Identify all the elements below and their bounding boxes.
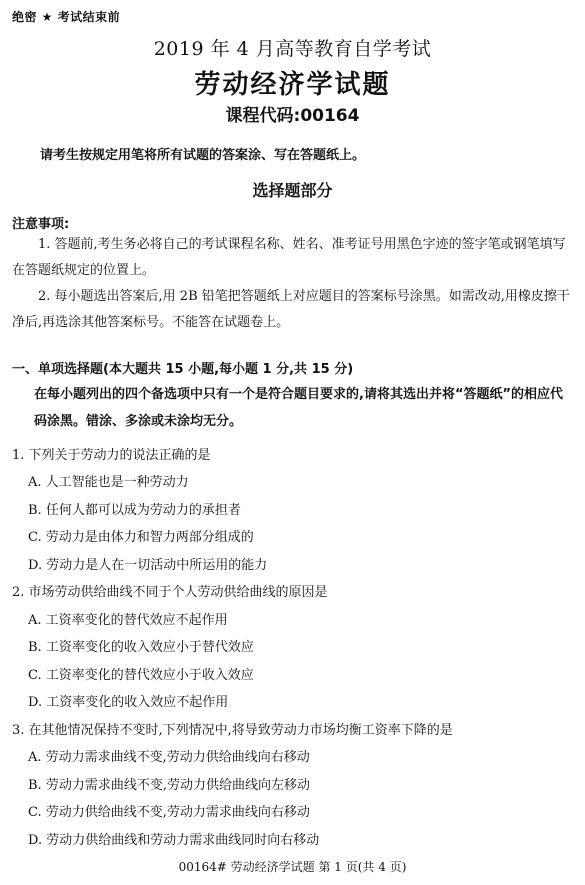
question-option: D. 劳动力供给曲线和劳动力需求曲线同时向右移动 bbox=[28, 833, 320, 848]
question-option: D. 工资率变化的收入效应不起作用 bbox=[28, 695, 229, 710]
part-heading: 一、单项选择题(本大题共 15 小题,每小题 1 分,共 15 分) bbox=[12, 362, 354, 377]
question-option: A. 劳动力需求曲线不变,劳动力供给曲线向右移动 bbox=[28, 750, 310, 765]
question-option: B. 工资率变化的收入效应小于替代效应 bbox=[28, 640, 254, 655]
question-option: C. 劳动力是由体力和智力两部分组成的 bbox=[28, 530, 254, 545]
paper-title: 劳动经济学试题 bbox=[194, 70, 391, 100]
question-stem: 3. 在其他情况保持不变时,下列情况中,将导致劳动力市场均衡工资率下降的是 bbox=[12, 723, 453, 738]
secret-label: 绝密 ★ 考试结束前 bbox=[12, 10, 121, 24]
notes-heading: 注意事项: bbox=[12, 217, 70, 232]
question-option: B. 任何人都可以成为劳动力的承担者 bbox=[28, 503, 241, 518]
exam-title: 2019 年 4 月高等教育自学考试 bbox=[153, 38, 432, 60]
question-stem: 1. 下列关于劳动力的说法正确的是 bbox=[12, 448, 211, 463]
note-item: 2. 每小题选出答案后,用 2B 铅笔把答题纸上对应题目的答案标号涂黑。如需改动,用橡皮擦干净后,再选涂其他答案标号。不能答在试题卷上。 bbox=[12, 289, 570, 330]
question-option: B. 劳动力需求曲线不变,劳动力供给曲线向左移动 bbox=[28, 778, 310, 793]
question-option: D. 劳动力是人在一切活动中所运用的能力 bbox=[28, 558, 268, 573]
course-code: 课程代码:00164 bbox=[225, 106, 360, 126]
question-option: A. 工资率变化的替代效应不起作用 bbox=[28, 613, 228, 628]
note-item: 1. 答题前,考生务必将自己的考试课程名称、姓名、准考证号用黑色字迹的签字笔或钢笔填写在答题纸规定的位置上。 bbox=[12, 237, 566, 278]
question-stem: 2. 市场劳动供给曲线不同于个人劳动供给曲线的原因是 bbox=[12, 585, 328, 600]
question-option: C. 劳动力供给曲线不变,劳动力需求曲线向右移动 bbox=[28, 805, 310, 820]
part-instruction: 在每小题列出的四个备选项中只有一个是符合题目要求的,请将其选出并将“答题纸”的相应代码涂黑。错涂、多涂或未涂均无分。 bbox=[34, 387, 564, 429]
question-option: A. 人工智能也是一种劳动力 bbox=[28, 475, 189, 490]
section-title: 选择题部分 bbox=[252, 181, 333, 200]
answer-instruction: 请考生按规定用笔将所有试题的答案涂、写在答题纸上。 bbox=[40, 148, 366, 163]
question-option: C. 工资率变化的替代效应小于收入效应 bbox=[28, 668, 254, 683]
page-footer: 00164# 劳动经济学试题 第 1 页(共 4 页) bbox=[178, 860, 407, 874]
